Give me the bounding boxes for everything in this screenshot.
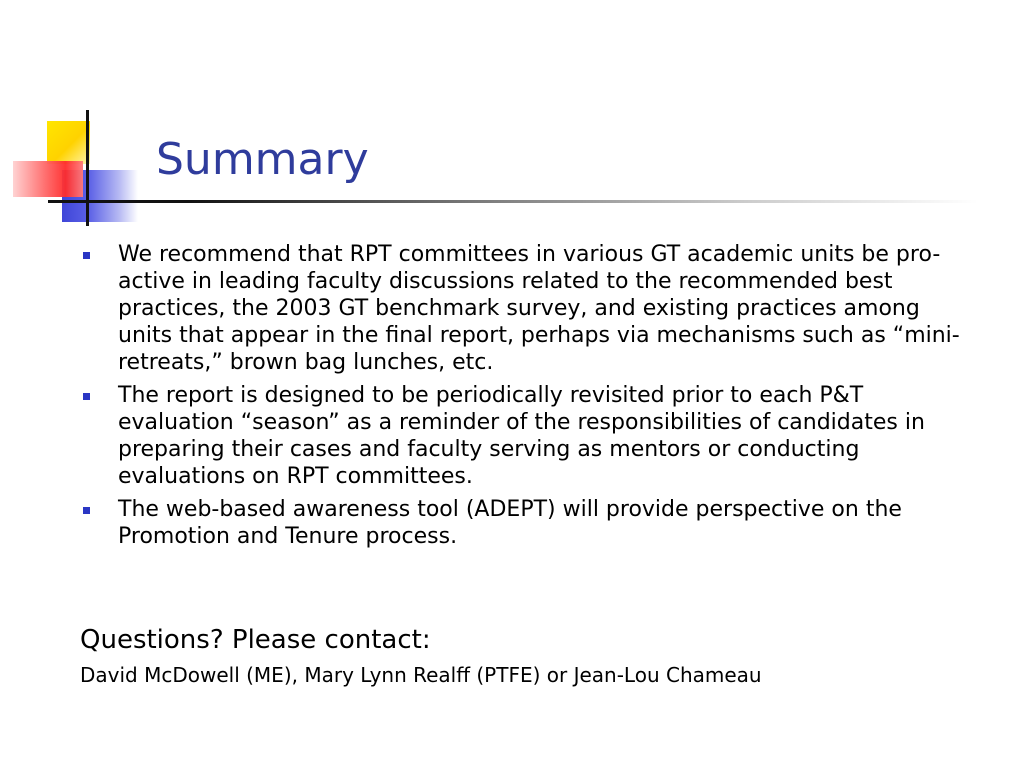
red-square-decoration <box>13 161 83 197</box>
slide-logo-decoration <box>0 0 200 240</box>
bullet-text: The report is designed to be periodically revisited prior to each P&T evaluation “season” as a reminder of the responsibilities of candidates in preparing their cases and faculty serving as mentors or conducting evaluations on RPT committees. <box>118 383 925 489</box>
bullet-item <box>80 496 960 550</box>
bullet-item <box>80 241 960 376</box>
contact-names: David McDowell (ME), Mary Lynn Realff (PTFE) or Jean-Lou Chameau <box>80 663 762 687</box>
bullet-list <box>80 241 960 556</box>
yellow-square-decoration <box>47 121 90 164</box>
bullet-text: The web-based awareness tool (ADEPT) will provide perspective on the Promotion and Tenure process. <box>118 497 902 549</box>
slide-title: Summary <box>156 134 369 185</box>
bullet-item <box>80 382 960 490</box>
bullet-text: We recommend that RPT committees in various GT academic units be pro-active in leading faculty discussions related to the recommended best practices, the 2003 GT benchmark survey, and existing practices among units that appear in the final report, perhaps via mechanisms such as “mini-retreats,” brown bag lunches, etc. <box>118 242 960 375</box>
bullet-square-icon <box>83 393 90 400</box>
title-underline-rule <box>48 200 978 203</box>
questions-heading: Questions? Please contact: <box>80 625 431 655</box>
bullet-square-icon <box>83 507 90 514</box>
vertical-rule <box>86 110 89 226</box>
bullet-square-icon <box>83 252 90 259</box>
